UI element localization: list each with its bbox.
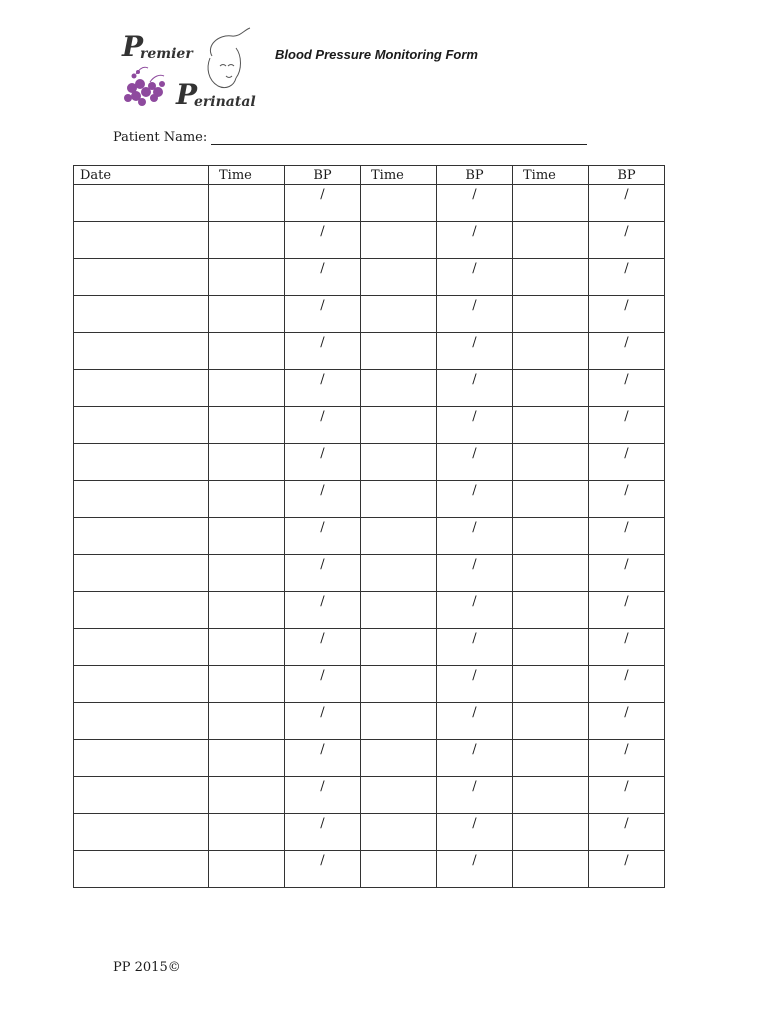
time-cell[interactable]: [361, 333, 437, 370]
bp-cell[interactable]: /: [437, 555, 513, 592]
bp-cell[interactable]: /: [589, 296, 665, 333]
time-cell[interactable]: [209, 851, 285, 888]
date-cell[interactable]: [74, 740, 209, 777]
svg-text:P: P: [176, 78, 198, 111]
table-row: [74, 666, 665, 703]
svg-text:remier: remier: [140, 46, 193, 62]
time-cell[interactable]: [513, 555, 589, 592]
bp-cell[interactable]: /: [437, 777, 513, 814]
bp-cell[interactable]: /: [285, 296, 361, 333]
bp-cell[interactable]: /: [437, 444, 513, 481]
time-cell[interactable]: [513, 185, 589, 222]
bp-cell[interactable]: /: [437, 296, 513, 333]
table-row: [74, 259, 665, 296]
bp-cell[interactable]: /: [589, 814, 665, 851]
bp-cell[interactable]: /: [285, 555, 361, 592]
bp-cell[interactable]: /: [437, 481, 513, 518]
bp-cell[interactable]: /: [437, 407, 513, 444]
bp-cell[interactable]: /: [437, 740, 513, 777]
time-cell[interactable]: [513, 296, 589, 333]
table-row: [74, 370, 665, 407]
date-cell[interactable]: [74, 222, 209, 259]
time-cell[interactable]: [513, 259, 589, 296]
bp-cell[interactable]: /: [589, 370, 665, 407]
time-cell[interactable]: [513, 814, 589, 851]
patient-name-label: Patient Name:: [113, 130, 208, 145]
table-row: [74, 518, 665, 555]
date-cell[interactable]: [74, 777, 209, 814]
bp-cell[interactable]: /: [589, 407, 665, 444]
bp-cell[interactable]: /: [285, 592, 361, 629]
bp-cell[interactable]: /: [589, 851, 665, 888]
bp-cell[interactable]: /: [285, 740, 361, 777]
bp-cell[interactable]: /: [285, 481, 361, 518]
date-cell[interactable]: [74, 407, 209, 444]
time-cell[interactable]: [209, 444, 285, 481]
time-cell[interactable]: [513, 444, 589, 481]
bp-cell[interactable]: /: [437, 333, 513, 370]
time-cell[interactable]: [361, 407, 437, 444]
svg-text:P: P: [122, 30, 144, 63]
time-cell[interactable]: [513, 703, 589, 740]
date-cell[interactable]: [74, 666, 209, 703]
time-cell[interactable]: [209, 259, 285, 296]
table-row: [74, 407, 665, 444]
bp-cell[interactable]: /: [285, 259, 361, 296]
table-row: [74, 333, 665, 370]
table-row: [74, 296, 665, 333]
time-cell[interactable]: [361, 296, 437, 333]
time-cell[interactable]: [361, 666, 437, 703]
bp-cell[interactable]: /: [285, 444, 361, 481]
bp-cell[interactable]: /: [285, 703, 361, 740]
bp-cell[interactable]: /: [285, 222, 361, 259]
bp-cell[interactable]: /: [437, 518, 513, 555]
time-cell[interactable]: [513, 592, 589, 629]
header-bp-1: BP: [285, 166, 361, 185]
date-cell[interactable]: [74, 481, 209, 518]
bp-cell[interactable]: /: [437, 851, 513, 888]
bp-cell[interactable]: /: [589, 259, 665, 296]
bp-cell[interactable]: /: [589, 703, 665, 740]
bp-cell[interactable]: /: [437, 703, 513, 740]
time-cell[interactable]: [209, 407, 285, 444]
table-row: [74, 851, 665, 888]
time-cell[interactable]: [361, 740, 437, 777]
bp-cell[interactable]: /: [437, 814, 513, 851]
time-cell[interactable]: [361, 185, 437, 222]
time-cell[interactable]: [513, 333, 589, 370]
bp-cell[interactable]: /: [589, 592, 665, 629]
table-row: [74, 444, 665, 481]
date-cell[interactable]: [74, 518, 209, 555]
time-cell[interactable]: [209, 740, 285, 777]
bp-cell[interactable]: /: [285, 185, 361, 222]
bp-cell[interactable]: /: [589, 666, 665, 703]
bp-table: [73, 165, 665, 888]
bp-cell[interactable]: /: [589, 518, 665, 555]
form-title: Blood Pressure Monitoring Form: [275, 47, 478, 62]
date-cell[interactable]: [74, 555, 209, 592]
time-cell[interactable]: [513, 407, 589, 444]
time-cell[interactable]: [209, 296, 285, 333]
table-row: [74, 740, 665, 777]
time-cell[interactable]: [209, 814, 285, 851]
bp-cell[interactable]: /: [437, 370, 513, 407]
bp-cell[interactable]: /: [285, 851, 361, 888]
time-cell[interactable]: [513, 222, 589, 259]
table-row: [74, 222, 665, 259]
time-cell[interactable]: [209, 703, 285, 740]
date-cell[interactable]: [74, 444, 209, 481]
time-cell[interactable]: [513, 370, 589, 407]
table-row: [74, 629, 665, 666]
table-row: [74, 703, 665, 740]
header-time-2: Time: [361, 166, 437, 185]
table-row: [74, 777, 665, 814]
bp-cell[interactable]: /: [285, 370, 361, 407]
time-cell[interactable]: [361, 592, 437, 629]
bp-cell[interactable]: /: [437, 629, 513, 666]
date-cell[interactable]: [74, 592, 209, 629]
time-cell[interactable]: [209, 666, 285, 703]
time-cell[interactable]: [361, 259, 437, 296]
date-cell[interactable]: [74, 259, 209, 296]
bp-cell[interactable]: /: [285, 777, 361, 814]
time-cell[interactable]: [513, 740, 589, 777]
time-cell[interactable]: [209, 222, 285, 259]
bp-cell[interactable]: /: [285, 666, 361, 703]
time-cell[interactable]: [513, 518, 589, 555]
time-cell[interactable]: [209, 518, 285, 555]
date-cell[interactable]: [74, 629, 209, 666]
time-cell[interactable]: [361, 703, 437, 740]
time-cell[interactable]: [209, 185, 285, 222]
time-cell[interactable]: [209, 333, 285, 370]
time-cell[interactable]: [209, 629, 285, 666]
time-cell[interactable]: [361, 222, 437, 259]
bp-cell[interactable]: /: [589, 222, 665, 259]
table-row: [74, 592, 665, 629]
bp-cell[interactable]: /: [285, 518, 361, 555]
time-cell[interactable]: [361, 444, 437, 481]
bp-cell[interactable]: /: [285, 814, 361, 851]
header-bp-2: BP: [437, 166, 513, 185]
bp-cell[interactable]: /: [589, 555, 665, 592]
patient-name-field[interactable]: [211, 131, 587, 145]
time-cell[interactable]: [209, 481, 285, 518]
time-cell[interactable]: [361, 370, 437, 407]
bp-cell[interactable]: /: [437, 222, 513, 259]
premier-perinatal-logo: [114, 26, 256, 112]
bp-cell[interactable]: /: [285, 333, 361, 370]
patient-name-row: [113, 130, 587, 145]
svg-text:erinatal: erinatal: [194, 94, 256, 110]
time-cell[interactable]: [513, 777, 589, 814]
bp-cell[interactable]: /: [589, 740, 665, 777]
bp-cell[interactable]: /: [589, 629, 665, 666]
header-bp-3: BP: [589, 166, 665, 185]
time-cell[interactable]: [513, 851, 589, 888]
table-row: [74, 185, 665, 222]
bp-cell[interactable]: /: [589, 185, 665, 222]
time-cell[interactable]: [513, 629, 589, 666]
time-cell[interactable]: [361, 629, 437, 666]
time-cell[interactable]: [513, 481, 589, 518]
table-row: [74, 481, 665, 518]
date-cell[interactable]: [74, 370, 209, 407]
time-cell[interactable]: [361, 518, 437, 555]
bp-cell[interactable]: /: [285, 629, 361, 666]
bp-cell[interactable]: /: [437, 185, 513, 222]
table-row: [74, 555, 665, 592]
date-cell[interactable]: [74, 333, 209, 370]
time-cell[interactable]: [513, 666, 589, 703]
table-row: [74, 814, 665, 851]
date-cell[interactable]: [74, 703, 209, 740]
bp-cell[interactable]: /: [437, 592, 513, 629]
time-cell[interactable]: [361, 851, 437, 888]
header-time-1: Time: [209, 166, 285, 185]
header-date: Date: [74, 166, 209, 185]
bp-cell[interactable]: /: [437, 666, 513, 703]
time-cell[interactable]: [209, 370, 285, 407]
header-time-3: Time: [513, 166, 589, 185]
bp-cell[interactable]: /: [589, 777, 665, 814]
time-cell[interactable]: [209, 555, 285, 592]
time-cell[interactable]: [361, 481, 437, 518]
date-cell[interactable]: [74, 296, 209, 333]
time-cell[interactable]: [361, 555, 437, 592]
footer-copyright: PP 2015©: [113, 960, 181, 975]
date-cell[interactable]: [74, 851, 209, 888]
time-cell[interactable]: [361, 814, 437, 851]
date-cell[interactable]: [74, 185, 209, 222]
bp-cell[interactable]: /: [589, 481, 665, 518]
bp-cell[interactable]: /: [589, 333, 665, 370]
table-header-row: [74, 166, 665, 185]
time-cell[interactable]: [209, 592, 285, 629]
date-cell[interactable]: [74, 814, 209, 851]
bp-cell[interactable]: /: [589, 444, 665, 481]
time-cell[interactable]: [361, 777, 437, 814]
time-cell[interactable]: [209, 777, 285, 814]
bp-cell[interactable]: /: [285, 407, 361, 444]
bp-cell[interactable]: /: [437, 259, 513, 296]
